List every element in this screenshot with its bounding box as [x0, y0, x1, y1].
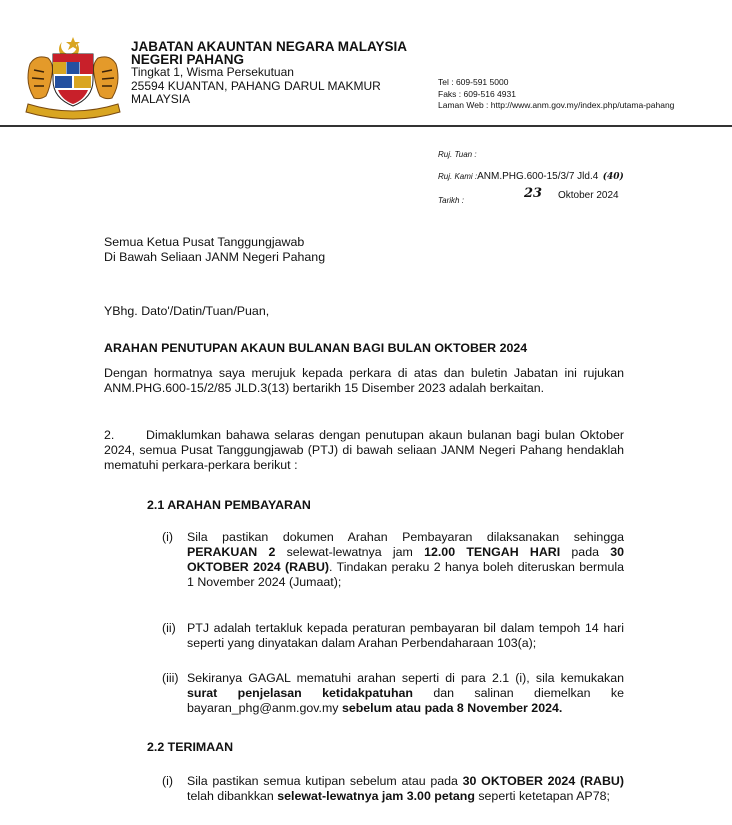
item-number: (i) — [162, 530, 174, 544]
department-state: NEGERI PAHANG — [131, 52, 245, 67]
item-number: (ii) — [162, 621, 176, 635]
recipient-line-2: Di Bawah Seliaan JANM Negeri Pahang — [104, 250, 326, 264]
paragraph-2 — [104, 428, 624, 473]
item-number: (iii) — [162, 671, 179, 685]
ruj-kami-row — [438, 166, 728, 190]
section-2-2-item-i — [162, 774, 624, 804]
item-number: (i) — [162, 774, 174, 788]
item-text: Sila pastikan semua kutipan sebelum atau pada 30 OKTOBER 2024 (RABU) telah dibankkan selewat-lewatnya jam 3.00 petang seperti ketetapan AP78; — [187, 774, 624, 803]
item-text: Sekiranya GAGAL mematuhi arahan seperti di para 2.1 (i), sila kemukakan surat penjelasan ketidakpatuhan dan salinan diemelkan ke bayaran_phg@anm.gov.my sebelum atau pada 8 November 2024. — [187, 671, 624, 715]
paragraph-1: Dengan hormatnya saya merujuk kepada perkara di atas dan buletin Jabatan ini rujukan ANM.PHG.600-15/2/85 JLD.3(13) bertarikh 15 Disember 2023 adalah berkaitan. — [104, 366, 624, 395]
ruj-kami-label: Ruj. Kami : — [438, 172, 478, 181]
item-text: PTJ adalah tertakluk kepada peraturan pembayaran bil dalam tempoh 14 hari seperti yang dinyatakan dalam Arahan Perbendaharaan 103(a); — [187, 621, 624, 650]
contact-block — [438, 77, 728, 112]
paragraph-2-number: 2. — [104, 428, 115, 442]
department-name: JABATAN AKAUNTAN NEGARA MALAYSIA — [131, 39, 407, 54]
section-2-1-heading: 2.1 ARAHAN PEMBAYARAN — [147, 498, 311, 512]
letterhead-block — [131, 40, 431, 107]
ruj-kami-handwritten: (40) — [602, 172, 624, 182]
item-text: Sila pastikan dokumen Arahan Pembayaran dilaksanakan sehingga PERAKUAN 2 selewat-lewatnya jam 12.00 TENGAH HARI pada 30 OKTOBER 2024 (RABU). Tindakan peraku 2 hanya boleh diteruskan bermula 1 November 2024 (Jumaat); — [187, 530, 625, 589]
fax: Faks : 609-516 4931 — [438, 88, 516, 99]
telephone: Tel : 609-591 5000 — [438, 77, 509, 87]
tarikh-row — [438, 186, 728, 212]
paragraph-2-text: Dimaklumkan bahawa selaras dengan penutupan akaun bulanan bagi bulan Oktober 2024, semua Pusat Tanggungjawab (PTJ) di bawah seliaan JANM Negeri Pahang hendaklah mematuhi perkara-perkara berikut : — [104, 428, 624, 472]
tarikh-day-handwritten: 23 — [524, 186, 543, 201]
section-2-2-heading: 2.2 TERIMAAN — [147, 740, 234, 754]
tarikh-month-year: Oktober 2024 — [558, 190, 619, 201]
subject-heading: ARAHAN PENUTUPAN AKAUN BULANAN BAGI BULAN OKTOBER 2024 — [104, 341, 528, 355]
reference-block — [438, 144, 728, 212]
section-2-1-item-i — [162, 530, 624, 590]
ruj-kami-value: ANM.PHG.600-15/3/7 Jld.4 — [477, 171, 599, 182]
salutation: YBhg. Dato'/Datin/Tuan/Puan, — [104, 304, 270, 318]
section-2-1-item-ii — [162, 621, 624, 651]
address-line-1: Tingkat 1, Wisma Persekutuan — [131, 65, 294, 79]
coat-of-arms-logo — [22, 36, 124, 120]
website: Laman Web : http://www.anm.gov.my/index.php/utama-pahang — [438, 100, 675, 110]
recipient-line-1: Semua Ketua Pusat Tanggungjawab — [104, 235, 305, 249]
address-line-2: 25594 KUANTAN, PAHANG DARUL MAKMUR — [131, 78, 381, 93]
crest-motto — [22, 112, 124, 113]
tarikh-label: Tarikh : — [438, 196, 464, 205]
ruj-tuan-row — [438, 144, 728, 166]
recipient-block — [104, 235, 624, 265]
ruj-tuan-label: Ruj. Tuan : — [438, 150, 477, 159]
header-divider — [0, 125, 732, 127]
address-line-3: MALAYSIA — [131, 92, 191, 106]
section-2-1-item-iii — [162, 671, 624, 716]
